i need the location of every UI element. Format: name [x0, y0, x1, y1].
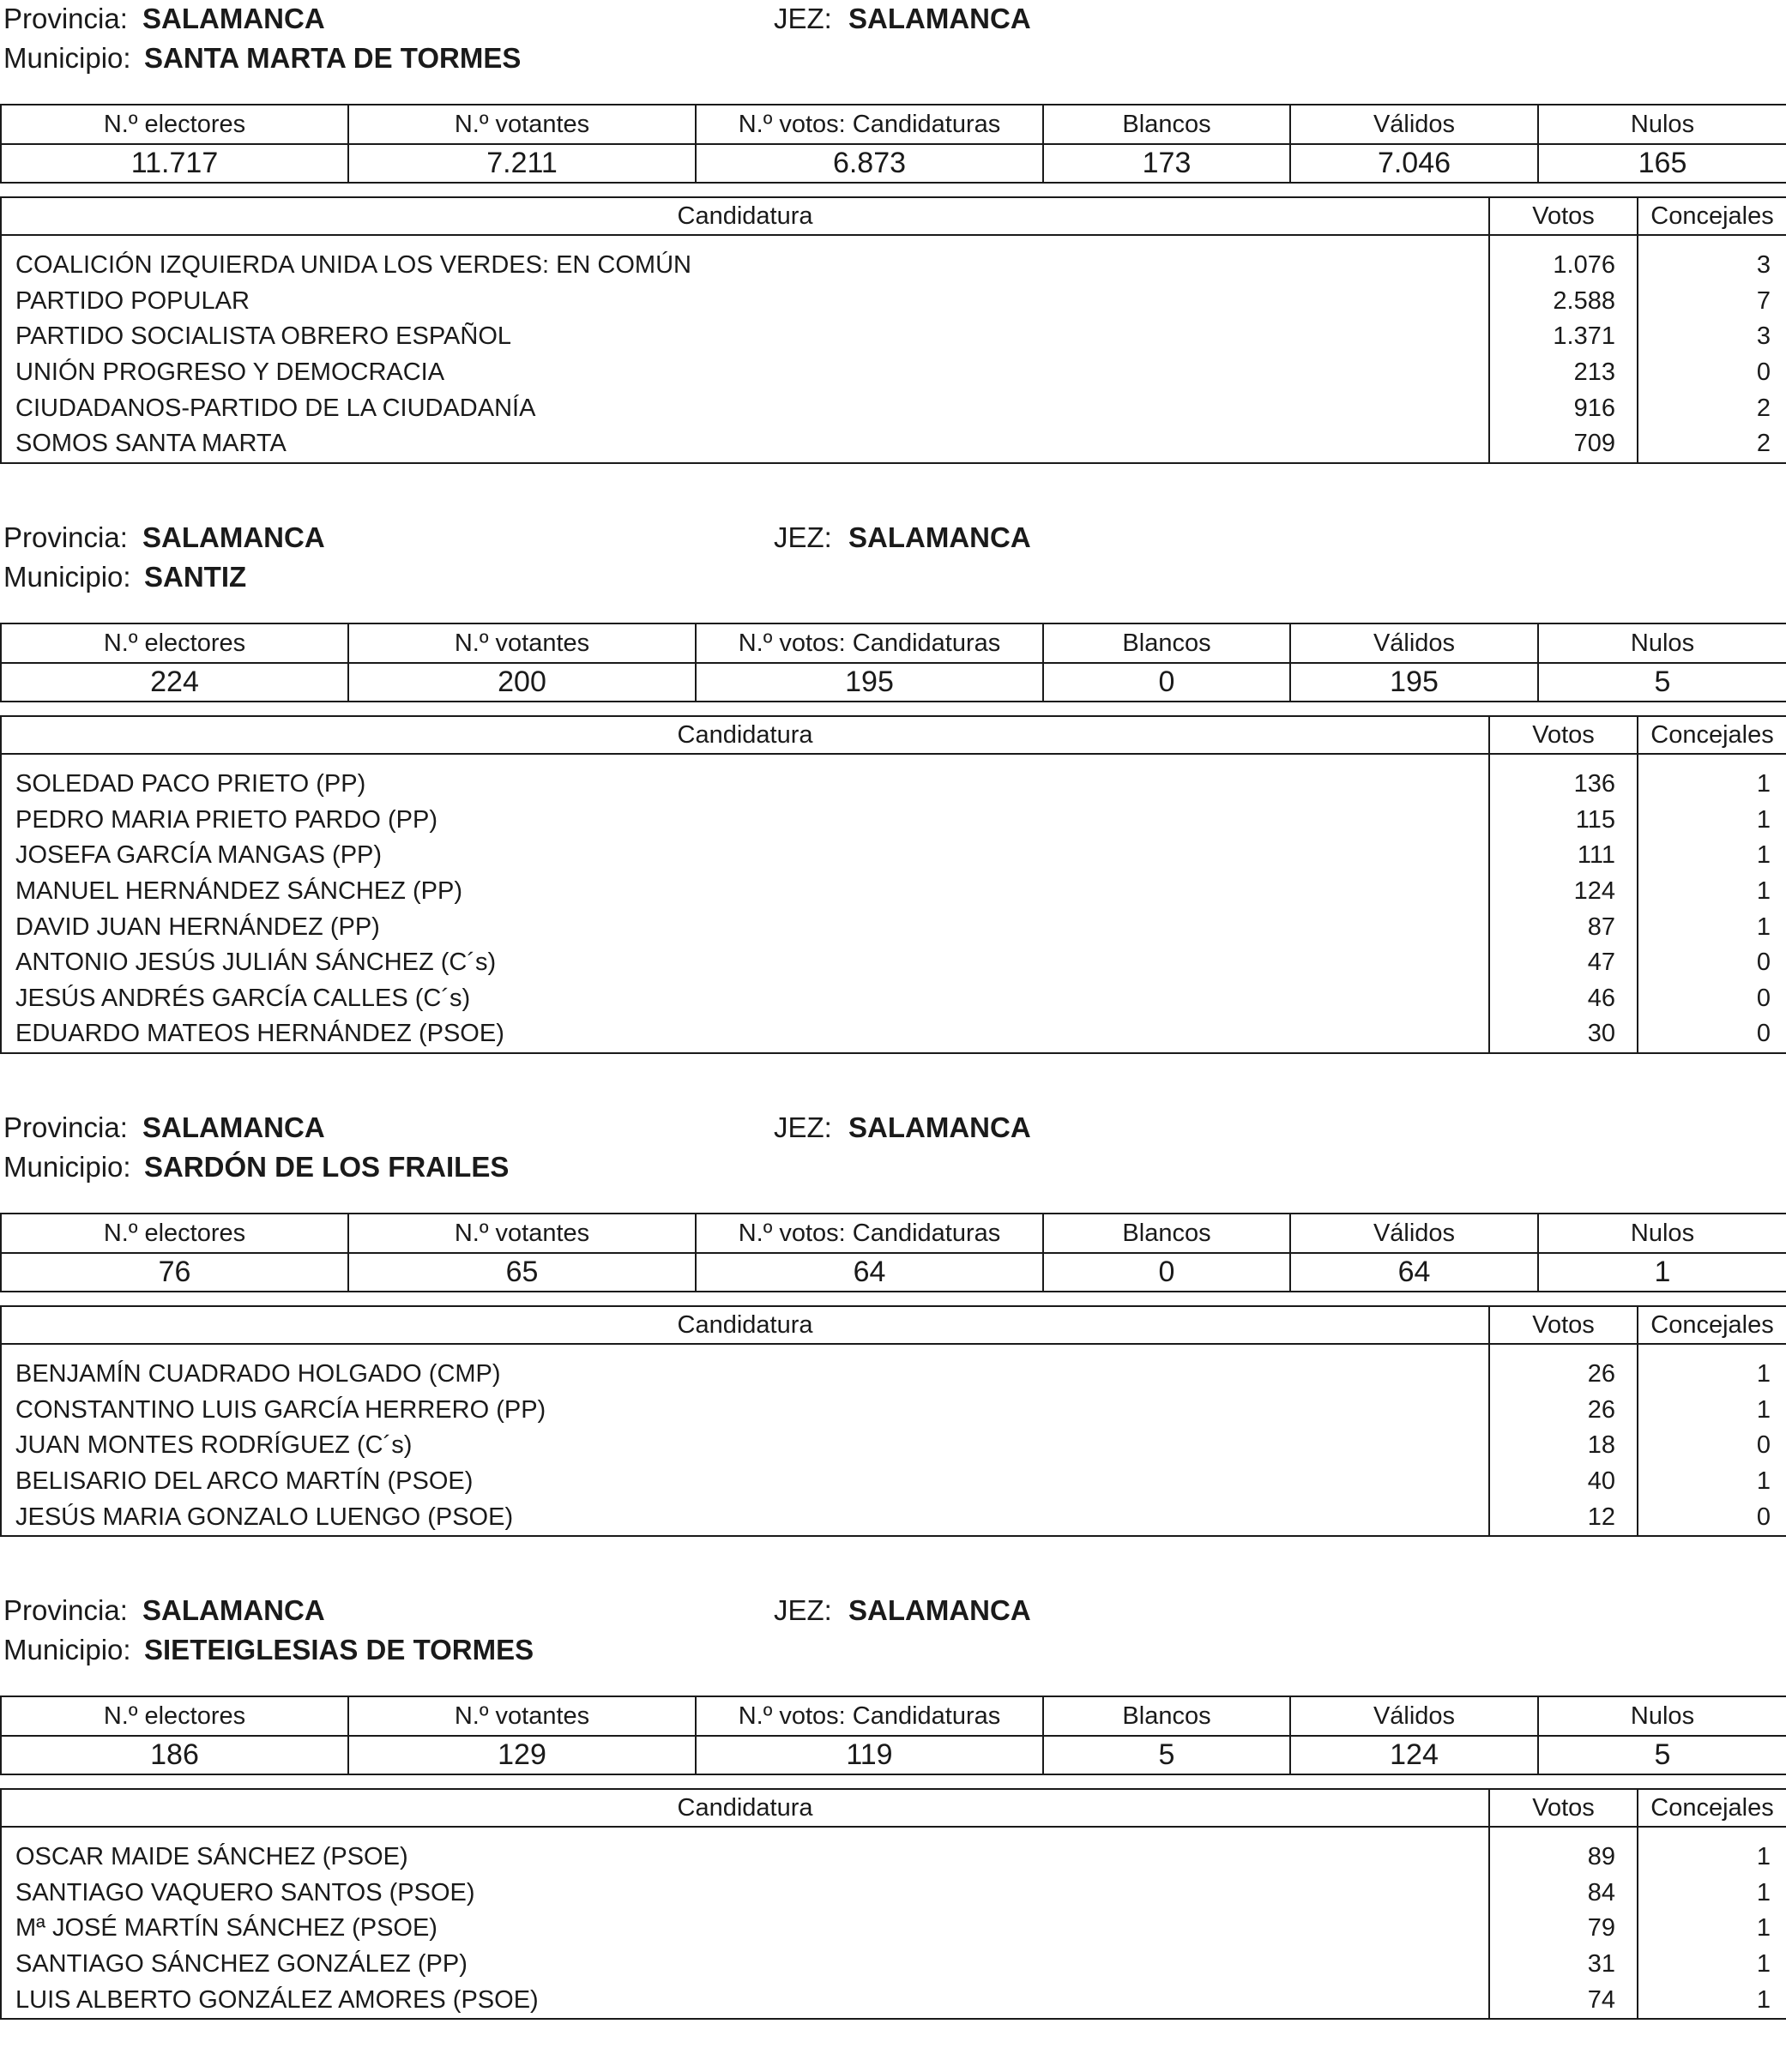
summary-value-cell: 195	[696, 663, 1043, 702]
candidate-row	[1, 803, 1786, 839]
candidates-table	[0, 715, 1786, 1054]
summary-header-cell: Nulos	[1538, 623, 1786, 663]
candidate-concejales: 0	[1638, 1428, 1786, 1464]
summary-header-row	[1, 105, 1786, 144]
candidate-votes: 709	[1489, 426, 1638, 463]
municipio-value: SANTIZ	[144, 561, 247, 593]
provincia-value: SALAMANCA	[142, 521, 325, 553]
candidate-votes: 40	[1489, 1464, 1638, 1500]
candidate-concejales: 1	[1638, 1464, 1786, 1500]
candidate-votes: 124	[1489, 874, 1638, 910]
candidate-name: CONSTANTINO LUIS GARCÍA HERRERO (PP)	[1, 1393, 1489, 1429]
summary-header-cell: N.º electores	[1, 1214, 348, 1253]
summary-header-cell: Válidos	[1290, 105, 1538, 144]
candidate-concejales: 2	[1638, 390, 1786, 426]
summary-value-cell: 186	[1, 1736, 348, 1774]
summary-value-cell: 200	[348, 663, 696, 702]
vote-summary-table	[0, 104, 1786, 184]
municipio-label: Municipio:	[3, 1151, 131, 1183]
candidate-row	[1, 319, 1786, 355]
candidates-header-cell: Candidatura	[1, 197, 1489, 235]
jez-label: JEZ:	[774, 521, 832, 553]
candidate-row	[1, 235, 1786, 284]
candidate-name: BENJAMÍN CUADRADO HOLGADO (CMP)	[1, 1344, 1489, 1393]
candidate-concejales: 1	[1638, 1911, 1786, 1947]
candidate-row	[1, 1499, 1786, 1536]
candidate-name: SOLEDAD PACO PRIETO (PP)	[1, 754, 1489, 803]
municipality-section	[0, 0, 1786, 480]
summary-header-row	[1, 623, 1786, 663]
summary-value-cell: 119	[696, 1736, 1043, 1774]
provincia-label: Provincia:	[3, 1594, 128, 1626]
candidate-name: ANTONIO JESÚS JULIÁN SÁNCHEZ (C´s)	[1, 945, 1489, 981]
provincia-value: SALAMANCA	[142, 1111, 325, 1143]
candidates-header-cell: Candidatura	[1, 1306, 1489, 1344]
candidates-header-row	[1, 1306, 1786, 1344]
candidate-concejales: 1	[1638, 1393, 1786, 1429]
summary-header-cell: N.º votos: Candidaturas	[696, 623, 1043, 663]
candidate-votes: 115	[1489, 803, 1638, 839]
jez-label: JEZ:	[774, 1594, 832, 1626]
summary-value-cell: 5	[1538, 1736, 1786, 1774]
municipio-value: SARDÓN DE LOS FRAILES	[144, 1151, 510, 1183]
summary-value-cell: 7.211	[348, 144, 696, 183]
summary-value-cell: 64	[696, 1253, 1043, 1292]
candidate-name: JOSEFA GARCÍA MANGAS (PP)	[1, 838, 1489, 874]
summary-header-cell: Blancos	[1043, 623, 1290, 663]
provincia-value: SALAMANCA	[142, 3, 325, 34]
candidate-votes: 30	[1489, 1016, 1638, 1053]
candidates-header-cell: Votos	[1489, 1306, 1638, 1344]
candidate-votes: 213	[1489, 355, 1638, 391]
candidate-concejales: 0	[1638, 981, 1786, 1017]
candidate-name: SOMOS SANTA MARTA	[1, 426, 1489, 463]
provincia-label: Provincia:	[3, 521, 128, 553]
candidate-votes: 136	[1489, 754, 1638, 803]
summary-value-cell: 65	[348, 1253, 696, 1292]
jez-value: SALAMANCA	[848, 1594, 1031, 1626]
summary-value-cell: 5	[1538, 663, 1786, 702]
candidate-name: Mª JOSÉ MARTÍN SÁNCHEZ (PSOE)	[1, 1911, 1489, 1947]
summary-value-cell: 64	[1290, 1253, 1538, 1292]
candidate-concejales: 1	[1638, 1344, 1786, 1393]
candidate-votes: 46	[1489, 981, 1638, 1017]
provincia-label: Provincia:	[3, 3, 128, 34]
candidates-header-cell: Candidatura	[1, 1789, 1489, 1827]
summary-value-cell: 0	[1043, 1253, 1290, 1292]
summary-header-cell: Blancos	[1043, 105, 1290, 144]
candidate-name: EDUARDO MATEOS HERNÁNDEZ (PSOE)	[1, 1016, 1489, 1053]
candidate-concejales: 0	[1638, 945, 1786, 981]
municipio-label: Municipio:	[3, 561, 131, 593]
jez-value: SALAMANCA	[848, 521, 1031, 553]
summary-header-row	[1, 1214, 1786, 1253]
candidate-row	[1, 1344, 1786, 1393]
candidates-header-cell: Candidatura	[1, 716, 1489, 754]
candidates-table	[0, 196, 1786, 464]
section-header	[0, 1592, 1786, 1677]
summary-value-cell: 7.046	[1290, 144, 1538, 183]
jez-value: SALAMANCA	[848, 3, 1031, 34]
vote-summary-table	[0, 1213, 1786, 1292]
candidates-table	[0, 1305, 1786, 1537]
vote-summary-table	[0, 1696, 1786, 1775]
summary-value-cell: 173	[1043, 144, 1290, 183]
candidate-votes: 111	[1489, 838, 1638, 874]
summary-value-cell: 11.717	[1, 144, 348, 183]
summary-header-cell: Válidos	[1290, 1214, 1538, 1253]
summary-header-cell: N.º votantes	[348, 105, 696, 144]
candidate-row	[1, 1982, 1786, 2019]
candidate-votes: 74	[1489, 1982, 1638, 2019]
candidate-name: CIUDADANOS-PARTIDO DE LA CIUDADANÍA	[1, 390, 1489, 426]
section-header	[0, 1109, 1786, 1195]
summary-header-cell: N.º votos: Candidaturas	[696, 105, 1043, 144]
summary-value-cell: 124	[1290, 1736, 1538, 1774]
municipio-label: Municipio:	[3, 1634, 131, 1665]
candidate-votes: 47	[1489, 945, 1638, 981]
summary-header-cell: Blancos	[1043, 1696, 1290, 1736]
candidate-name: MANUEL HERNÁNDEZ SÁNCHEZ (PP)	[1, 874, 1489, 910]
candidate-votes: 1.371	[1489, 319, 1638, 355]
municipality-section	[0, 519, 1786, 1048]
candidate-row	[1, 1428, 1786, 1464]
candidate-row	[1, 390, 1786, 426]
candidate-name: BELISARIO DEL ARCO MARTÍN (PSOE)	[1, 1464, 1489, 1500]
candidate-name: SANTIAGO VAQUERO SANTOS (PSOE)	[1, 1876, 1489, 1912]
candidate-concejales: 3	[1638, 235, 1786, 284]
summary-header-cell: Nulos	[1538, 1696, 1786, 1736]
candidate-name: PEDRO MARIA PRIETO PARDO (PP)	[1, 803, 1489, 839]
candidate-row	[1, 426, 1786, 463]
candidate-row	[1, 284, 1786, 320]
candidate-votes: 12	[1489, 1499, 1638, 1536]
candidate-name: PARTIDO SOCIALISTA OBRERO ESPAÑOL	[1, 319, 1489, 355]
summary-value-cell: 129	[348, 1736, 696, 1774]
candidate-row	[1, 1947, 1786, 1983]
summary-value-row	[1, 663, 1786, 702]
candidate-votes: 79	[1489, 1911, 1638, 1947]
summary-header-cell: Nulos	[1538, 105, 1786, 144]
candidate-concejales: 3	[1638, 319, 1786, 355]
candidates-header-cell: Concejales	[1638, 1789, 1786, 1827]
summary-value-cell: 5	[1043, 1736, 1290, 1774]
candidate-votes: 31	[1489, 1947, 1638, 1983]
candidate-concejales: 0	[1638, 1016, 1786, 1053]
summary-header-cell: N.º votantes	[348, 1214, 696, 1253]
candidate-votes: 26	[1489, 1344, 1638, 1393]
summary-value-cell: 0	[1043, 663, 1290, 702]
candidate-votes: 87	[1489, 909, 1638, 945]
candidate-row	[1, 1827, 1786, 1876]
summary-value-cell: 6.873	[696, 144, 1043, 183]
candidates-header-cell: Concejales	[1638, 716, 1786, 754]
candidate-name: JESÚS ANDRÉS GARCÍA CALLES (C´s)	[1, 981, 1489, 1017]
candidate-concejales: 7	[1638, 284, 1786, 320]
candidate-concejales: 1	[1638, 803, 1786, 839]
candidate-concejales: 2	[1638, 426, 1786, 463]
candidate-concejales: 1	[1638, 838, 1786, 874]
summary-header-cell: N.º votantes	[348, 1696, 696, 1736]
summary-value-cell: 195	[1290, 663, 1538, 702]
candidates-header-cell: Concejales	[1638, 197, 1786, 235]
candidate-concejales: 0	[1638, 1499, 1786, 1536]
summary-header-cell: N.º electores	[1, 623, 348, 663]
summary-header-cell: N.º electores	[1, 105, 348, 144]
candidate-row	[1, 754, 1786, 803]
candidates-table	[0, 1788, 1786, 2020]
summary-value-cell: 224	[1, 663, 348, 702]
summary-value-row	[1, 144, 1786, 183]
summary-header-row	[1, 1696, 1786, 1736]
candidate-row	[1, 1016, 1786, 1053]
summary-header-cell: N.º votos: Candidaturas	[696, 1214, 1043, 1253]
candidate-concejales: 0	[1638, 355, 1786, 391]
candidate-votes: 1.076	[1489, 235, 1638, 284]
candidate-row	[1, 874, 1786, 910]
municipality-section	[0, 1109, 1786, 1589]
summary-header-cell: Blancos	[1043, 1214, 1290, 1253]
candidates-header-row	[1, 1789, 1786, 1827]
jez-value: SALAMANCA	[848, 1111, 1031, 1143]
provincia-label: Provincia:	[3, 1111, 128, 1143]
candidate-name: OSCAR MAIDE SÁNCHEZ (PSOE)	[1, 1827, 1489, 1876]
candidates-header-row	[1, 716, 1786, 754]
candidate-row	[1, 1876, 1786, 1912]
candidate-name: LUIS ALBERTO GONZÁLEZ AMORES (PSOE)	[1, 1982, 1489, 2019]
candidate-concejales: 1	[1638, 1827, 1786, 1876]
summary-value-cell: 165	[1538, 144, 1786, 183]
candidate-votes: 18	[1489, 1428, 1638, 1464]
candidate-votes: 84	[1489, 1876, 1638, 1912]
candidates-header-row	[1, 197, 1786, 235]
candidate-votes: 89	[1489, 1827, 1638, 1876]
candidate-row	[1, 945, 1786, 981]
candidate-concejales: 1	[1638, 1947, 1786, 1983]
section-header	[0, 519, 1786, 605]
candidate-name: COALICIÓN IZQUIERDA UNIDA LOS VERDES: EN COMÚN	[1, 235, 1489, 284]
provincia-value: SALAMANCA	[142, 1594, 325, 1626]
candidate-concejales: 1	[1638, 1982, 1786, 2019]
summary-header-cell: N.º votantes	[348, 623, 696, 663]
candidate-row	[1, 1393, 1786, 1429]
summary-header-cell: Válidos	[1290, 623, 1538, 663]
municipio-value: SANTA MARTA DE TORMES	[144, 42, 522, 74]
candidate-concejales: 1	[1638, 874, 1786, 910]
candidates-header-cell: Concejales	[1638, 1306, 1786, 1344]
candidate-name: JUAN MONTES RODRÍGUEZ (C´s)	[1, 1428, 1489, 1464]
candidate-votes: 26	[1489, 1393, 1638, 1429]
candidate-votes: 2.588	[1489, 284, 1638, 320]
candidate-row	[1, 1464, 1786, 1500]
jez-label: JEZ:	[774, 1111, 832, 1143]
summary-header-cell: Nulos	[1538, 1214, 1786, 1253]
candidate-row	[1, 838, 1786, 874]
candidate-name: SANTIAGO SÁNCHEZ GONZÁLEZ (PP)	[1, 1947, 1489, 1983]
candidates-header-cell: Votos	[1489, 197, 1638, 235]
candidate-concejales: 1	[1638, 909, 1786, 945]
candidate-row	[1, 1911, 1786, 1947]
candidate-name: PARTIDO POPULAR	[1, 284, 1489, 320]
summary-value-row	[1, 1253, 1786, 1292]
municipality-section	[0, 1592, 1786, 2072]
summary-header-cell: N.º electores	[1, 1696, 348, 1736]
summary-value-cell: 76	[1, 1253, 348, 1292]
municipio-value: SIETEIGLESIAS DE TORMES	[144, 1634, 534, 1665]
summary-value-row	[1, 1736, 1786, 1774]
candidate-name: DAVID JUAN HERNÁNDEZ (PP)	[1, 909, 1489, 945]
candidate-row	[1, 909, 1786, 945]
summary-value-cell: 1	[1538, 1253, 1786, 1292]
summary-header-cell: N.º votos: Candidaturas	[696, 1696, 1043, 1736]
summary-header-cell: Válidos	[1290, 1696, 1538, 1736]
candidates-header-cell: Votos	[1489, 716, 1638, 754]
candidate-concejales: 1	[1638, 754, 1786, 803]
municipio-label: Municipio:	[3, 42, 131, 74]
candidates-header-cell: Votos	[1489, 1789, 1638, 1827]
candidate-row	[1, 981, 1786, 1017]
candidate-name: JESÚS MARIA GONZALO LUENGO (PSOE)	[1, 1499, 1489, 1536]
candidate-votes: 916	[1489, 390, 1638, 426]
candidate-name: UNIÓN PROGRESO Y DEMOCRACIA	[1, 355, 1489, 391]
candidate-concejales: 1	[1638, 1876, 1786, 1912]
candidate-row	[1, 355, 1786, 391]
vote-summary-table	[0, 623, 1786, 702]
jez-label: JEZ:	[774, 3, 832, 34]
section-header	[0, 0, 1786, 86]
